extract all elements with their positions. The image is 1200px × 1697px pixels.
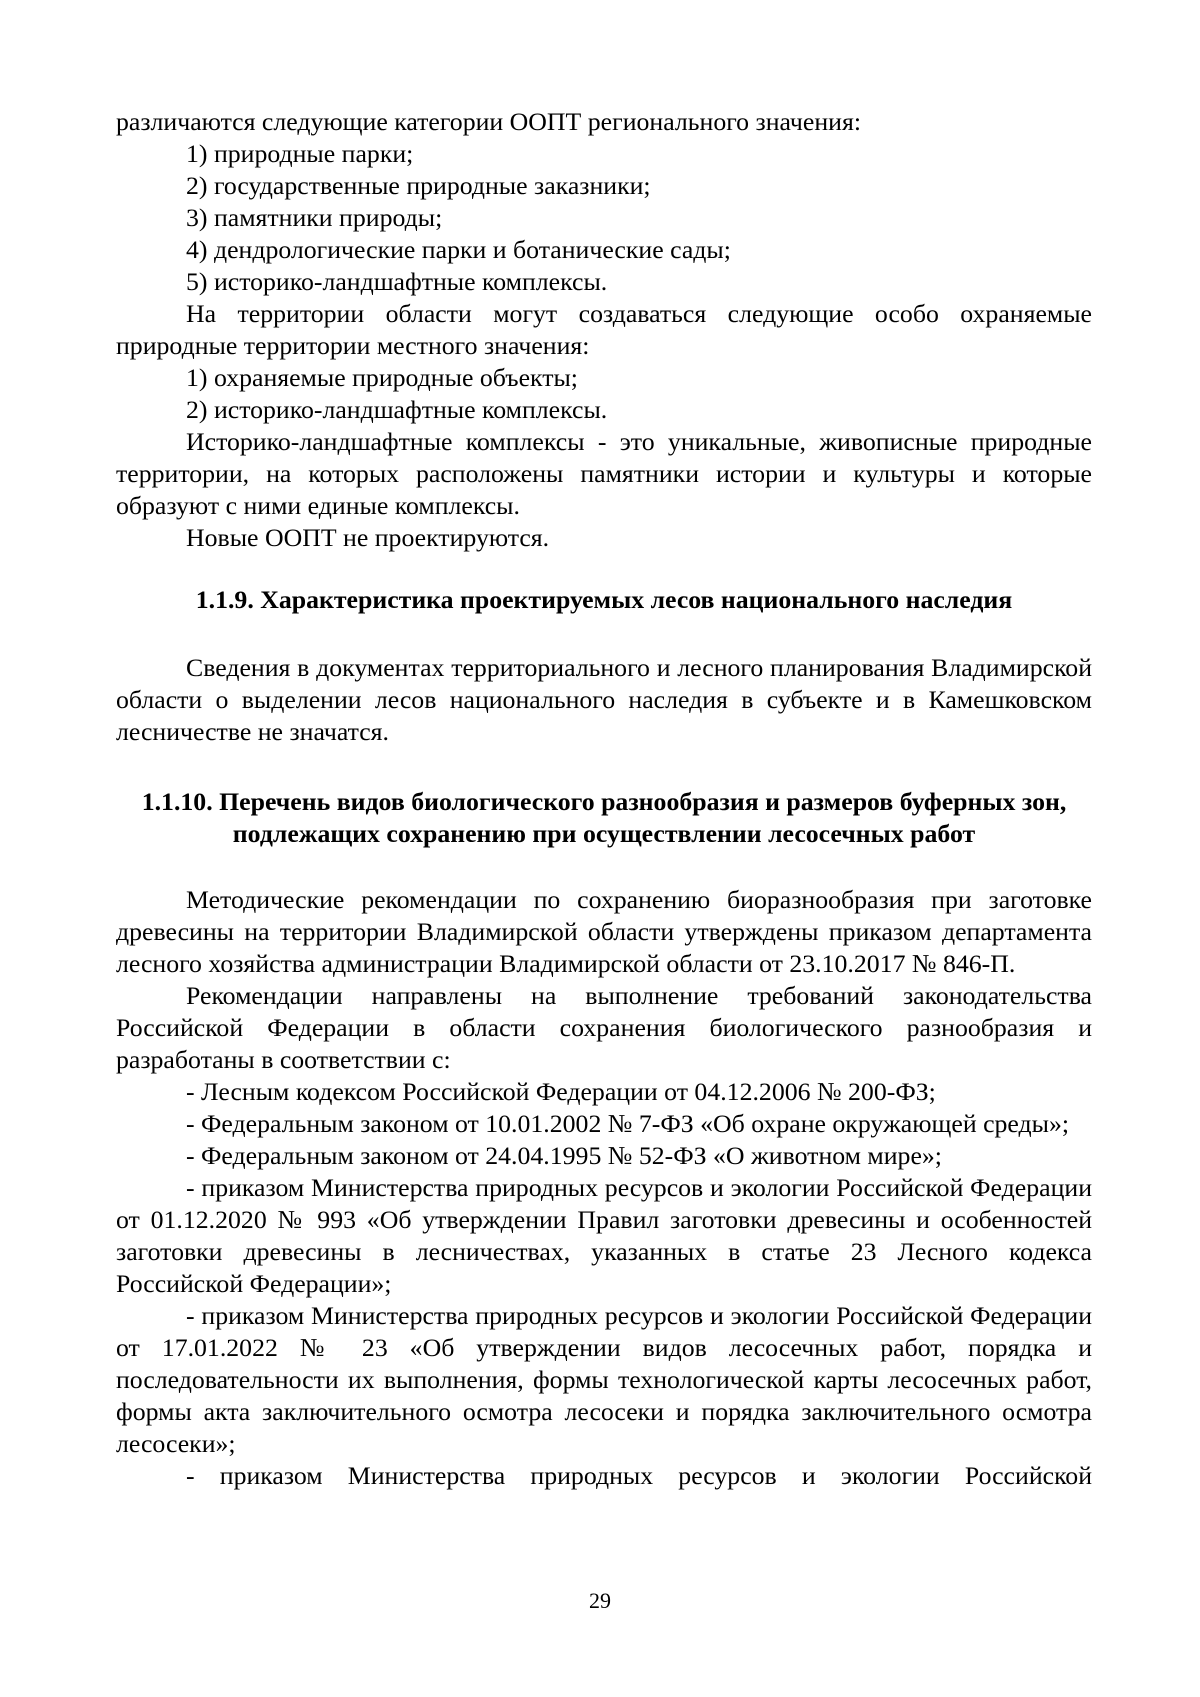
section-heading-119: 1.1.9. Характеристика проектируемых лесов национального наследия: [195, 585, 1013, 614]
list-item: 3) памятники природы;: [186, 203, 443, 232]
reference-item: - Федеральным законом от 10.01.2002 № 7-ФЗ «Об охране окружающей среды»;: [186, 1109, 1070, 1138]
reference-item: - Лесным кодексом Российской Федерации от 04.12.2006 № 200-ФЗ;: [186, 1077, 936, 1106]
new-oopt-paragraph: Новые ООПТ не проектируются.: [186, 523, 550, 552]
list-item: 5) историко-ландшафтные комплексы.: [186, 267, 608, 296]
complex-paragraph: Историко-ландшафтные комплексы - это уникальные, живописные природные территории, на которых расположены памятники истории и культуры и которые образуют с ними единые комплексы.: [116, 427, 1092, 520]
reference-item: - Федеральным законом от 24.04.1995 № 52-ФЗ «О животном мире»;: [186, 1141, 942, 1170]
intro-line: различаются следующие категории ООПТ регионального значения:: [116, 107, 861, 136]
section-heading-1110: 1.1.10. Перечень видов биологического разнообразия и размеров буферных зон, подлежащих сохранению при осуществлении лесосечных работ: [141, 787, 1067, 848]
page-number: 29: [589, 1588, 611, 1613]
section-1110-paragraph-2: Рекомендации направлены на выполнение требований законодательства Российской Федерации в области сохранения биологического разнообразия и разработаны в соответствии с:: [116, 981, 1092, 1074]
reference-item: - приказом Министерства природных ресурсов и экологии Российской: [186, 1461, 1092, 1490]
section-119-paragraph: Сведения в документах территориального и лесного планирования Владимирской области о выделении лесов национального наследия в субъекте и в Камешковском лесничестве не значатся.: [116, 653, 1092, 746]
reference-item: - приказом Министерства природных ресурсов и экологии Российской Федерации от 17.01.2022 № 23 «Об утверждении видов лесосечных работ, порядка и последовательности их выполнения, формы технологической карты лесосечных работ, формы акта заключительного осмотра лесосеки и порядка заключительного осмотра лесосеки»;: [116, 1301, 1092, 1458]
list-item: 1) охраняемые природные объекты;: [186, 363, 578, 392]
list-item: 1) природные парки;: [186, 139, 414, 168]
list-item: 2) историко-ландшафтные комплексы.: [186, 395, 608, 424]
reference-item: - приказом Министерства природных ресурсов и экологии Российской Федерации от 01.12.2020 № 993 «Об утверждении Правил заготовки древесины и особенностей заготовки древесины в лесничествах, указанных в статье 23 Лесного кодекса Российской Федерации»;: [116, 1173, 1092, 1298]
document-page: [116, 106, 1092, 1492]
list-item: 2) государственные природные заказники;: [186, 171, 651, 200]
local-paragraph: На территории области могут создаваться следующие особо охраняемые природные территории местного значения:: [116, 299, 1092, 360]
list-item: 4) дендрологические парки и ботанические сады;: [186, 235, 731, 264]
section-1110-paragraph-1: Методические рекомендации по сохранению биоразнообразия при заготовке древесины на территории Владимирской области утверждены приказом департамента лесного хозяйства администрации Владимирской области от 23.10.2017 № 846-П.: [116, 885, 1092, 978]
